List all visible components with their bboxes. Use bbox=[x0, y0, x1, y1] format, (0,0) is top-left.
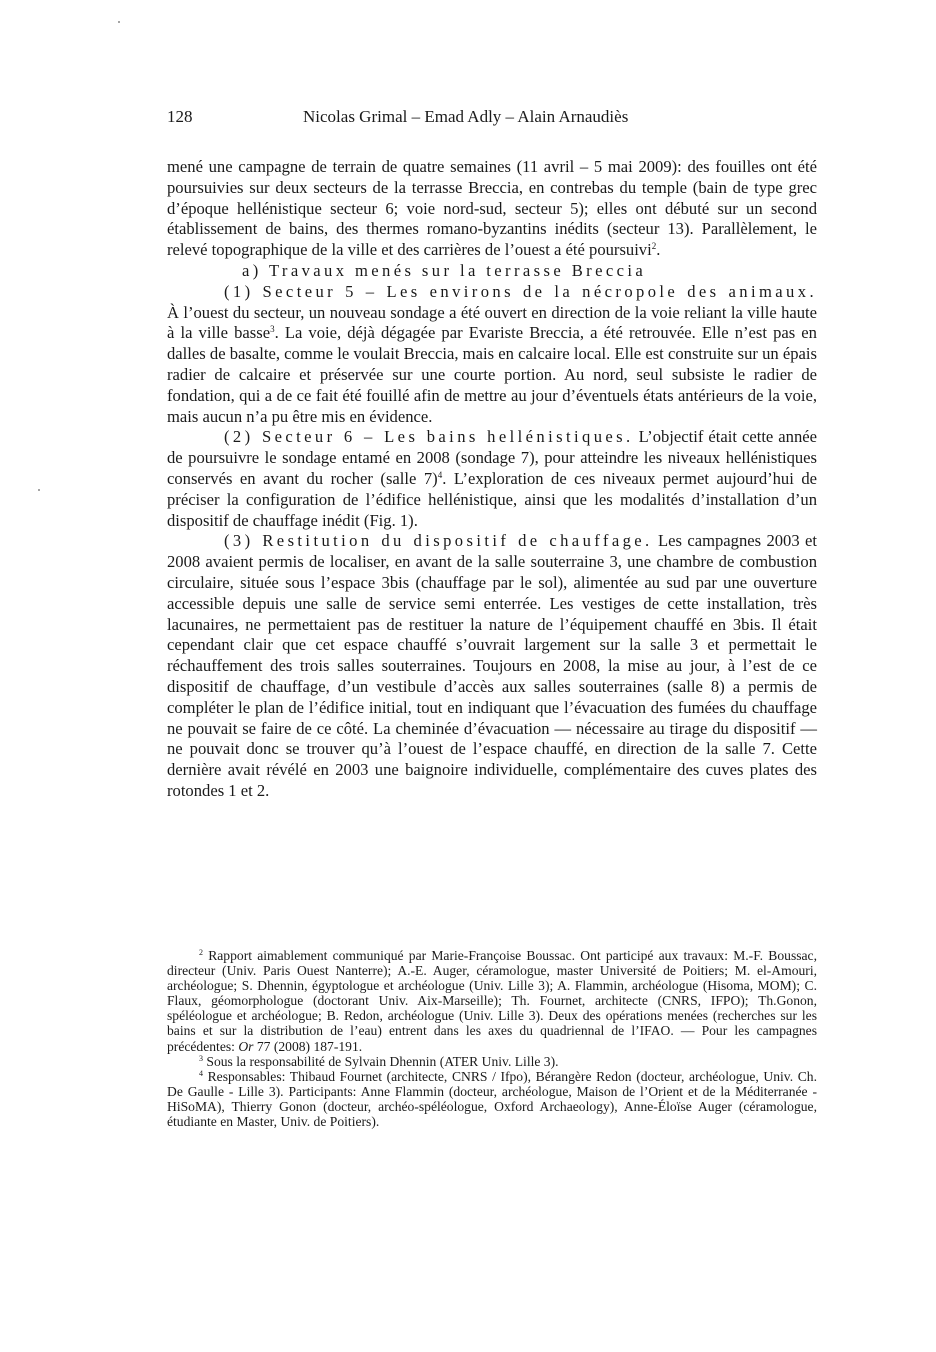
footnote-3 bbox=[167, 1054, 817, 1069]
main-text bbox=[167, 157, 817, 802]
page-header bbox=[167, 107, 817, 131]
paragraph-text: . bbox=[656, 240, 661, 260]
subsection-heading: (3) Restitution du dispositif de chauffage. bbox=[224, 531, 653, 551]
subsection-heading: (2) Secteur 6 – Les bains hellénistiques. bbox=[224, 427, 634, 447]
footnotes bbox=[167, 948, 817, 1129]
paragraph-secteur-5 bbox=[167, 282, 817, 428]
footnote-ref: 3 bbox=[270, 324, 275, 335]
paragraph-text: L’objectif était cette année de poursuivre le sondage entamé en 2008 (sondage 7), pour atteindre les niveaux hellénistiques conservés en avant du rocher (salle 7) bbox=[167, 427, 817, 488]
paragraph-text: . La voie, déjà dégagée par Evariste Breccia, a été retrouvée. Elle n’est pas en dalles de basalte, comme le voulait Breccia, mais en calcaire local. Elle est construite sur un épais radier de calcaire et préservée sur une courte portion. Au nord, seul subsiste le radier de fondation, qui a de ce fait été fouillé afin de mettre au jour d’éventuels états antérieurs de la voie, mais aucun n’a pu être mis en évidence. bbox=[167, 323, 817, 426]
footnote-4 bbox=[167, 1069, 817, 1129]
footnote-marker: 2 bbox=[199, 948, 203, 957]
running-title: Nicolas Grimal – Emad Adly – Alain Arnaudiès bbox=[303, 107, 629, 126]
paragraph-text: Les campagnes 2003 et 2008 avaient permis de localiser, en avant de la salle souterraine 3, une chambre de combustion circulaire, située sous l’espace 3bis (chauffage par le sol), alimentée au sud par une ouverture accessible depuis une salle de service semi enterrée. Les vestiges de cette installation, très lacunaires, ne permettaient pas de restituer la nature de l’équipement chauffé en 3bis. Il était cependant clair que cet espace chauffé s’ouvrait largement sur la salle 3 et permettait le réchauffement des trois salles souterraines. Toujours en 2008, la mise au jour, à l’est de ce dispositif de chauffage, d’un vestibule d’accès aux salles souterraines (salle 8) a permis de compléter le plan de l’édifice initial, tout en indiquant que l’évacuation des fumées du chauffage ne pouvait se faire de ce côté. La cheminée d’évacuation — nécessaire au tirage du dispositif — ne pouvait donc se trouver qu’à l’ouest de l’espace chauffé, en direction de la salle 7. Cette dernière avait révélé en 2003 une baignoire individuelle, complémentaire des cuves plates des rotondes 1 et 2. bbox=[167, 531, 817, 800]
footnote-marker: 3 bbox=[199, 1053, 203, 1063]
footnote-2 bbox=[167, 948, 817, 1054]
section-heading: a) Travaux menés sur la terrasse Breccia bbox=[242, 260, 647, 280]
page-number: 128 bbox=[167, 107, 193, 126]
footnote-ref: 2 bbox=[651, 241, 657, 252]
paragraph-text: . L’exploration de ces niveaux permet aujourd’hui de préciser la configuration de l’édifice hellénistique, ainsi que les modalités d’installation d’un dispositif de chauffage inédit (Fig. 1). bbox=[167, 468, 817, 530]
scan-speck bbox=[118, 21, 120, 23]
scan-speck bbox=[38, 489, 40, 491]
footnote-text: Responsables: Thibaud Fournet (architecte, CNRS / Ifpo), Bérangère Redon (docteur, archéologue, Univ. Ch. De Gaulle - Lille 3). Participants: Anne Flammin (docteur, archéologue, Maison de l’Orient et de la Méditerranée - HiSoMA), Thierry Gonon (docteur, archéo-spéléologue, Oxford Archaeology), Anne-Éloïse Auger (céramologue, étudiante en Master, Univ. de Poitiers). bbox=[167, 1068, 817, 1130]
paragraph-secteur-6 bbox=[167, 427, 817, 531]
paragraph-text: À l’ouest du secteur, un nouveau sondage a été ouvert en direction de la voie reliant la ville haute à la ville basse bbox=[167, 302, 817, 343]
footnote-marker: 4 bbox=[199, 1068, 203, 1078]
paragraph-restitution bbox=[167, 531, 817, 801]
footnote-ref: 4 bbox=[437, 469, 443, 480]
paragraph-text: mené une campagne de terrain de quatre semaines (11 avril – 5 mai 2009): des fouilles ont été poursuivies sur deux secteurs de la terrasse Breccia, en contrebas du temple (bain de type grec d’époque hellénistique secteur 6; voie nord-sud, secteur 5); elles ont débuté sur un second établissement de bains, des thermes romano-byzantins inédits (secteur 13). Parallèlement, le relevé topographique de la ville et des carrières de l’ouest a été poursuivi bbox=[167, 157, 817, 260]
subsection-heading: (1) Secteur 5 – Les environs de la nécropole des animaux. bbox=[224, 281, 817, 301]
footnote-text: 77 (2008) 187-191. bbox=[253, 1038, 363, 1054]
footnote-text: Sous la responsabilité de Sylvain Dhennin (ATER Univ. Lille 3). bbox=[203, 1053, 559, 1069]
paragraph-intro bbox=[167, 157, 817, 261]
footnote-text: Rapport aimablement communiqué par Marie-Françoise Boussac. Ont participé aux travaux: M.-F. Boussac, directeur (Univ. Paris Ouest Nanterre); A.-E. Auger, céramologue, master Université de Poitiers; M. el-Amouri, archéologue; S. Dhennin, égyptologue et archéologue (Univ. Lille 3); A. Flammin, archéologue (Hisoma, MOM); C. Flaux, géomorphologue (doctorant Univ. Aix-Marseille); Th. Fournet, architecte (CNRS, IFPO); Th.Gonon, spéléologue et archéologue; B. Redon, archéologue (Univ. Lille 3). Deux des opérations menées (recherches sur les bains et sur la distribution de l’eau) entrent dans les axes du quadriennal de l’IFAO. — Pour les campagnes précédentes: bbox=[167, 948, 817, 1054]
journal-title: Or bbox=[238, 1038, 254, 1054]
